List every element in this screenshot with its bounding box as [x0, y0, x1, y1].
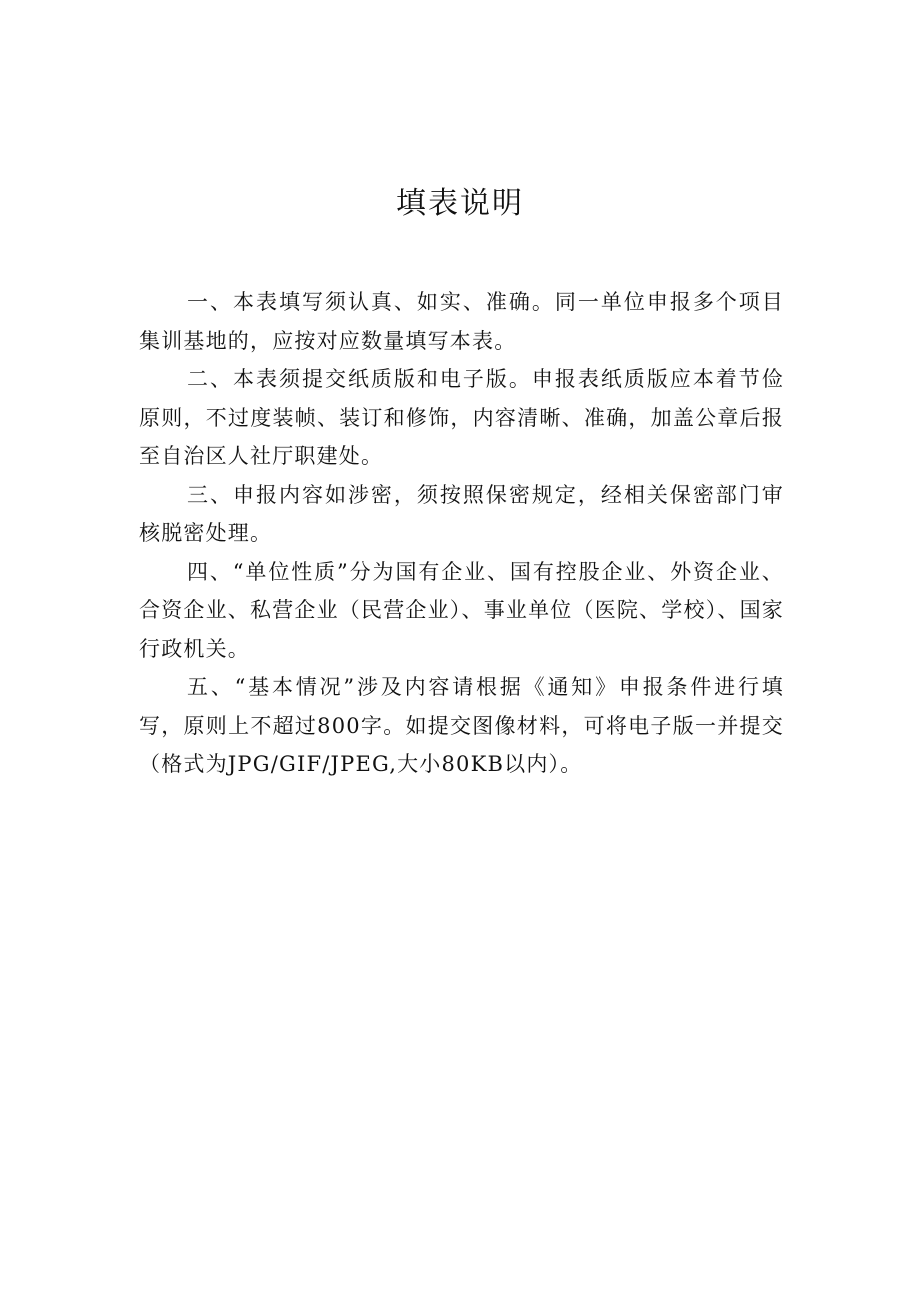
instruction-paragraph-3: 三、申报内容如涉密，须按照保密规定，经相关保密部门审核脱密处理。: [139, 482, 784, 545]
instructions-body: [139, 283, 784, 784]
instruction-paragraph-1: 一、本表填写须认真、如实、准确。同一单位申报多个项目集训基地的，应按对应数量填写本表。: [139, 290, 784, 353]
page-title: 填表说明: [396, 186, 524, 221]
instruction-paragraph-2: 二、本表须提交纸质版和电子版。申报表纸质版应本着节俭原则，不过度装帧、装订和修饰，内容清晰、准确，加盖公章后报至自治区人社厅职建处。: [139, 367, 784, 468]
instruction-paragraph-4: 四、“单位性质”分为国有企业、国有控股企业、外资企业、合资企业、私营企业（民营企业）、事业单位（医院、学校）、国家行政机关。: [139, 559, 784, 661]
instruction-paragraph-5: 五、“基本情况”涉及内容请根据《通知》申报条件进行填写，原则上不超过800字。如提交图像材料，可将电子版一并提交（格式为JPG/GIF/JPEG,大小80KB以内）。: [139, 675, 784, 776]
